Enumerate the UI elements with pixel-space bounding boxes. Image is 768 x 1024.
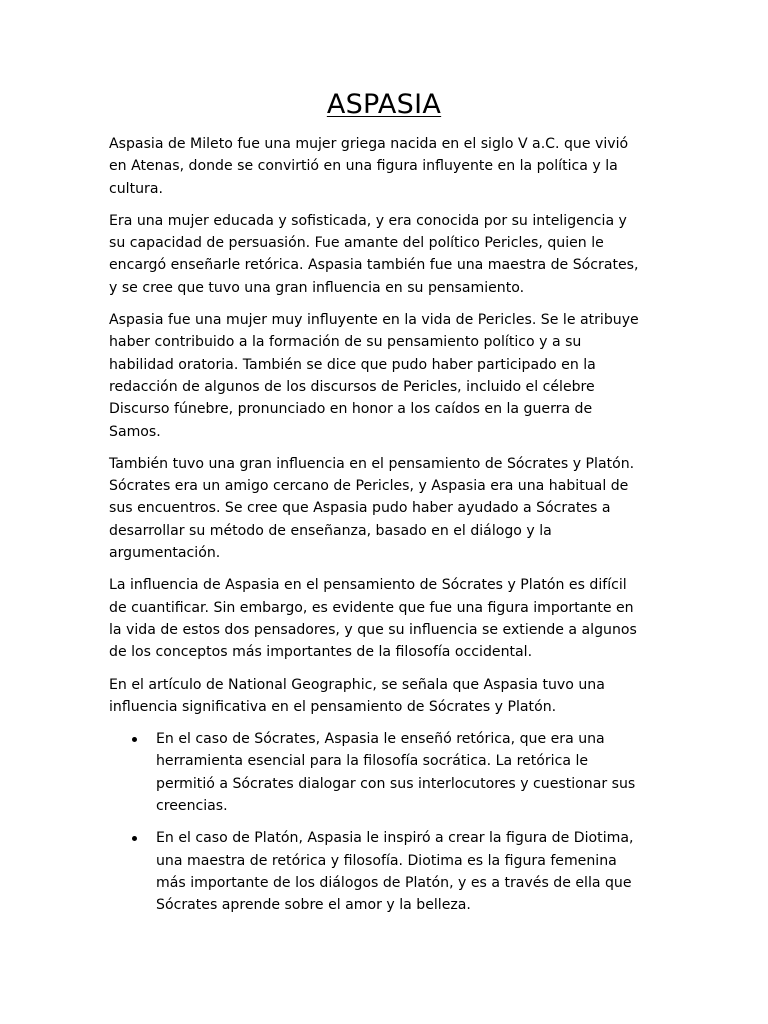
bullet-line: herramienta esencial para la filosofía socrática. La retórica le: [156, 753, 589, 770]
bullet-dot-icon: [132, 836, 137, 841]
paragraph: [109, 453, 654, 564]
paragraph: [109, 309, 654, 443]
paragraph-line: También tuvo una gran influencia en el pensamiento de Sócrates y Platón.: [109, 455, 635, 472]
document-body: [109, 133, 654, 927]
bullet-line: En el caso de Sócrates, Aspasia le enseñó retórica, que era una: [156, 731, 605, 748]
paragraph: [109, 674, 654, 719]
bullet-line: más importante de los diálogos de Platón, y es a través de ella que: [156, 874, 632, 891]
paragraph-line: redacción de algunos de los discursos de Pericles, incluido el célebre: [109, 378, 595, 395]
paragraph: [109, 210, 654, 299]
paragraph-line: de los conceptos más importantes de la filosofía occidental.: [109, 644, 533, 661]
paragraph-line: Sócrates era un amigo cercano de Pericles, y Aspasia era una habitual de: [109, 478, 629, 495]
bullet-item: [109, 728, 654, 817]
paragraph-line: y se cree que tuvo una gran influencia en su pensamiento.: [109, 279, 525, 296]
bullet-item: [109, 827, 654, 916]
paragraph-line: Era una mujer educada y sofisticada, y era conocida por su inteligencia y: [109, 212, 627, 229]
document-title-text: ASPASIA: [326, 89, 442, 120]
paragraph-line: En el artículo de National Geographic, se señala que Aspasia tuvo una: [109, 676, 605, 693]
paragraph-line: habilidad oratoria. También se dice que pudo haber participado en la: [109, 356, 596, 373]
paragraph-line: de cuantificar. Sin embargo, es evidente que fue una figura importante en: [109, 599, 634, 616]
bullet-line: una maestra de retórica y filosofía. Diotima es la figura femenina: [156, 852, 617, 869]
paragraph-line: en Atenas, donde se convirtió en una figura influyente en la política y la: [109, 158, 618, 175]
paragraph: [109, 133, 654, 200]
paragraph-line: influencia significativa en el pensamiento de Sócrates y Platón.: [109, 698, 557, 715]
document-title: [0, 86, 768, 124]
bullet-line: permitió a Sócrates dialogar con sus interlocutores y cuestionar sus: [156, 775, 636, 792]
bullet-line: Sócrates aprende sobre el amor y la belleza.: [156, 897, 471, 914]
paragraph-line: encargó enseñarle retórica. Aspasia también fue una maestra de Sócrates,: [109, 257, 639, 274]
paragraph: [109, 574, 654, 663]
paragraph-line: Samos.: [109, 423, 161, 440]
paragraph-line: Discurso fúnebre, pronunciado en honor a los caídos en la guerra de: [109, 401, 593, 418]
paragraph-line: la vida de estos dos pensadores, y que su influencia se extiende a algunos: [109, 621, 637, 638]
paragraph-line: sus encuentros. Se cree que Aspasia pudo haber ayudado a Sócrates a: [109, 500, 611, 517]
paragraph-line: su capacidad de persuasión. Fue amante del político Pericles, quien le: [109, 235, 604, 252]
bullet-line: creencias.: [156, 798, 228, 815]
paragraph-line: La influencia de Aspasia en el pensamiento de Sócrates y Platón es difícil: [109, 577, 627, 594]
paragraph-line: desarrollar su método de enseñanza, basado en el diálogo y la: [109, 522, 552, 539]
bullet-dot-icon: [132, 737, 137, 742]
paragraph-line: cultura.: [109, 180, 163, 197]
bullet-line: En el caso de Platón, Aspasia le inspiró a crear la figura de Diotima,: [156, 830, 634, 847]
bullet-list: [109, 728, 654, 916]
paragraph-line: Aspasia de Mileto fue una mujer griega nacida en el siglo V a.C. que vivió: [109, 136, 629, 152]
paragraph-line: haber contribuido a la formación de su pensamiento político y a su: [109, 334, 582, 351]
paragraph-line: Aspasia fue una mujer muy influyente en la vida de Pericles. Se le atribuye: [109, 312, 639, 329]
paragraph-line: argumentación.: [109, 545, 221, 562]
